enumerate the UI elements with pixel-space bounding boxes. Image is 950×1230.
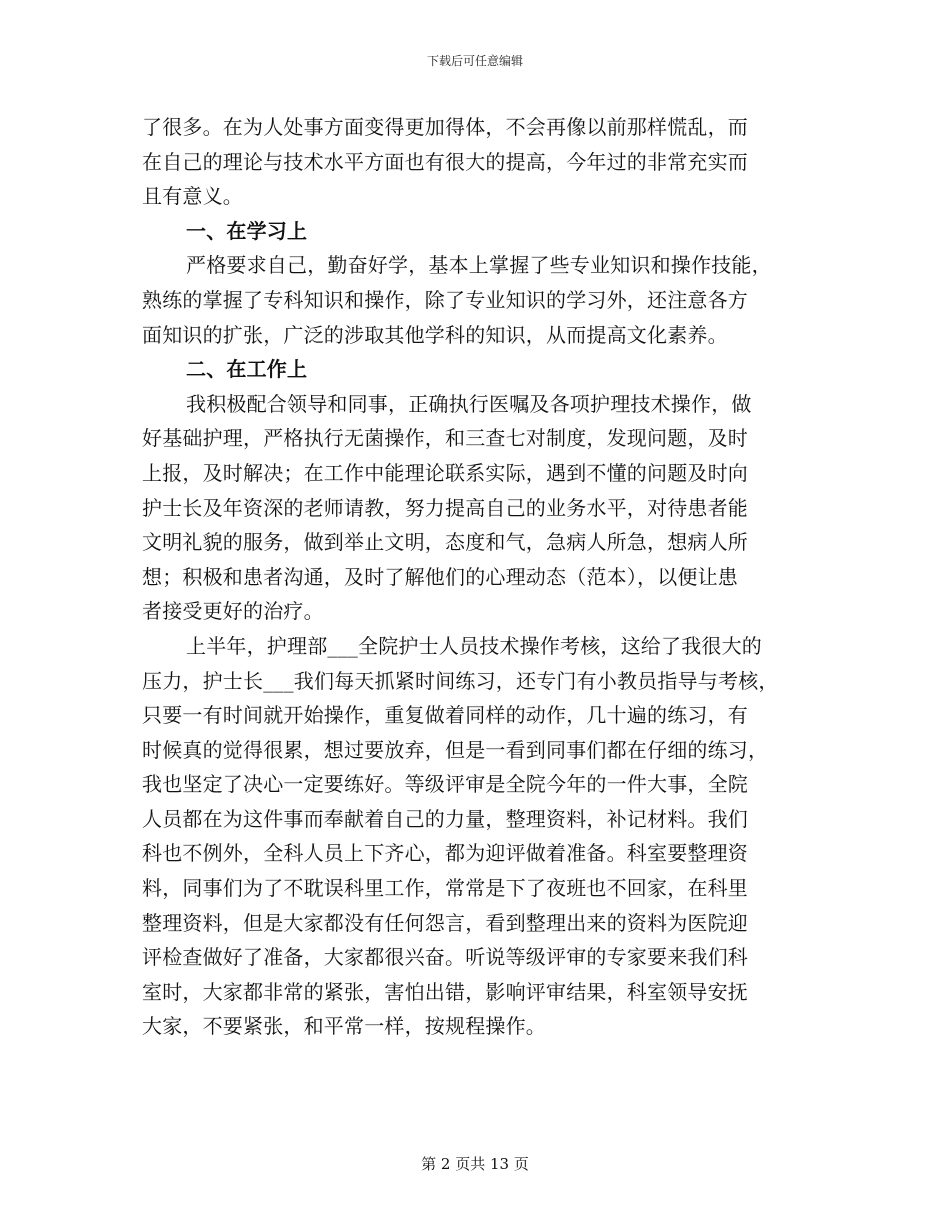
body-line: 时候真的觉得很累，想过要放弃，但是一看到同事们都在仔细的练习， xyxy=(142,737,769,762)
body-line: 大家，不要紧张，和平常一样，按规程操作。 xyxy=(142,1014,546,1039)
body-line: 上报，及时解决；在工作中能理论联系实际，遇到不懂的问题及时向 xyxy=(142,460,748,485)
body-line: 室时，大家都非常的紧张，害怕出错，影响评审结果，科室领导安抚 xyxy=(142,979,748,1004)
body-line: 整理资料，但是大家都没有任何怨言，看到整理出来的资料为医院迎 xyxy=(142,910,748,935)
body-line: 上半年，护理部___全院护士人员技术操作考核，这给了我很大的 xyxy=(186,633,762,658)
body-line: 严格要求自己，勤奋好学，基本上掌握了些专业知识和操作技能， xyxy=(186,253,772,278)
body-line: 且有意义。 xyxy=(142,184,243,209)
body-line: 压力，护士长___我们每天抓紧时间练习，还专门有小教员指导与考核， xyxy=(142,668,779,693)
body-line: 想；积极和患者沟通，及时了解他们的心理动态（范本），以便让患 xyxy=(142,564,738,589)
page-footer: 第 2 页共 13 页 xyxy=(421,1155,529,1173)
body-line: 评检查做好了准备，大家都很兴奋。听说等级评审的专家要来我们科 xyxy=(142,945,748,970)
body-line: 料，同事们为了不耽误科里工作，常常是下了夜班也不回家，在科里 xyxy=(142,876,748,901)
body-line: 我也坚定了决心一定要练好。等级评审是全院今年的一件大事，全院 xyxy=(142,772,748,797)
body-line: 者接受更好的治疗。 xyxy=(142,599,324,624)
body-line: 人员都在为这件事而奉献着自己的力量，整理资料，补记材料。我们 xyxy=(142,806,748,831)
body-line: 在自己的理论与技术水平方面也有很大的提高，今年过的非常充实而 xyxy=(142,149,748,174)
document-body xyxy=(142,110,814,1044)
body-line: 文明礼貌的服务，做到举止文明，态度和气，急病人所急，想病人所 xyxy=(142,530,748,555)
body-line: 了很多。在为人处事方面变得更加得体，不会再像以前那样慌乱，而 xyxy=(142,115,748,139)
section-heading-work: 二、在工作上 xyxy=(186,357,308,382)
body-line: 护士长及年资深的老师请教，努力提高自己的业务水平，对待患者能 xyxy=(142,495,748,520)
body-line: 我积极配合领导和同事，正确执行医嘱及各项护理技术操作，做 xyxy=(186,391,752,416)
body-line: 科也不例外，全科人员上下齐心，都为迎评做着准备。科室要整理资 xyxy=(142,841,748,866)
body-line: 面知识的扩张，广泛的涉取其他学科的知识，从而提高文化素养。 xyxy=(142,322,728,347)
section-heading-study: 一、在学习上 xyxy=(186,218,308,243)
body-line: 只要一有时间就开始操作，重复做着同样的动作，几十遍的练习，有 xyxy=(142,703,748,728)
page-header: 下载后可任意编辑 xyxy=(426,54,523,68)
body-line: 好基础护理，严格执行无菌操作，和三查七对制度，发现问题，及时 xyxy=(142,426,748,451)
body-line: 熟练的掌握了专科知识和操作，除了专业知识的学习外，还注意各方 xyxy=(142,287,748,312)
